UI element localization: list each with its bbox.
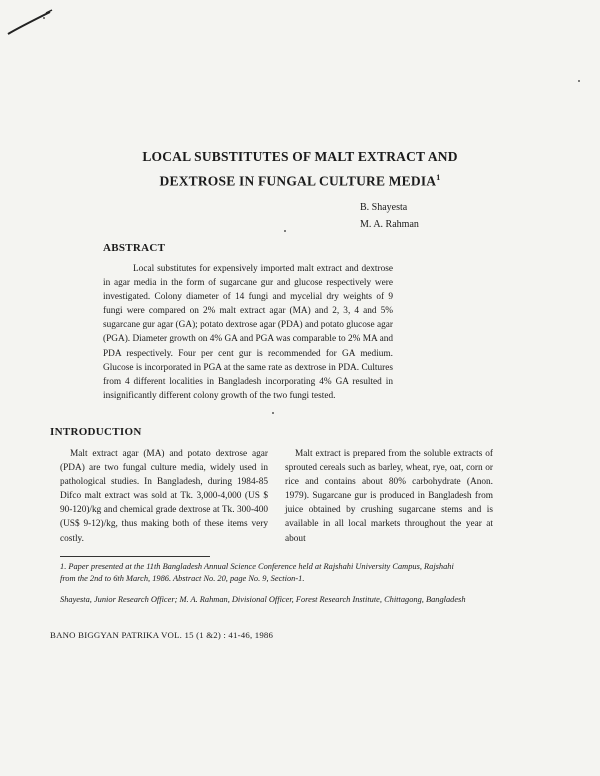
introduction-right-column: Malt extract is prepared from the soluble extracts of sprouted cereals such as barley, wheat, rye, oat, corn or rice and contains about 80% carbohydrate (Anon. 1979). Sugarcane gur is produced in Bangladesh from juice obtained by crushing sugarcane stems and is available in all local markets throughout the year at about <box>285 449 493 544</box>
author-list <box>360 199 419 233</box>
introduction-heading: INTRODUCTION <box>50 426 142 438</box>
footnote-affiliation: Shayesta, Junior Research Officer; M. A. Rahman, Divisional Officer, Forest Research Institute, Chittagong, Bangladesh <box>60 595 466 604</box>
title-line-2-text: DEXTROSE IN FUNGAL CULTURE MEDIA <box>159 173 437 189</box>
scan-speck <box>284 230 286 232</box>
abstract-text: Local substitutes for expensively imported malt extract and dextrose in agar media in the form of sugarcane gur and glucose respectively were investigated. Colony diameter of 14 fungi and mycelial dry weights of 9 fungi were compared on 2% malt extract agar (MA) and 2, 3, 4 and 5% sugarcane gur agar (GA); potato dextrose agar (PDA) and potato glucose agar (PGA). Diameter growth on 4% GA and PGA was comparable to 2% MA and PDA respectively. Four per cent gur is recommended for GA medium. Glucose is incorporated in PGA at the same rate as dextrose in PDA. Cultures from 4 different localities in Bangladesh incorporating 4% GA resulted in insignificantly different colony growth of the two fungi tested. <box>103 264 393 401</box>
introduction-left-column: Malt extract agar (MA) and potato dextrose agar (PDA) are two fungal culture media, widely used in pathological studies. In Bangladesh, during 1984-85 Difco malt extract was sold at Tk. 3,000-4,000 (US $ 90-120)/kg and chemical grade dextrose at Tk. 300-400 (US$ 9-12)/kg, thus making both of these items very costly. <box>60 449 268 544</box>
footnote-conference: 1. Paper presented at the 11th Bangladesh Annual Science Conference held at Rajshahi University Campus, Rajshahi from the 2nd to 6th March, 1986. Abstract No. 20, page No. 9, Section-1. <box>60 562 454 583</box>
author-2: M. A. Rahman <box>360 219 419 230</box>
journal-citation: BANO BIGGYAN PATRIKA VOL. 15 (1 &2) : 41-46, 1986 <box>50 630 274 640</box>
pen-mark-icon <box>6 8 56 38</box>
title-line-1: LOCAL SUBSTITUTES OF MALT EXTRACT AND <box>142 149 458 164</box>
author-1: B. Shayesta <box>360 202 408 213</box>
footnote-divider <box>60 556 210 557</box>
scan-speck <box>272 412 274 414</box>
paper-title <box>90 146 510 192</box>
scan-speck <box>43 17 45 19</box>
scan-speck <box>578 80 580 82</box>
abstract-heading: ABSTRACT <box>103 242 166 254</box>
title-line-2 <box>90 167 510 192</box>
title-footnote-marker: 1 <box>436 173 441 182</box>
